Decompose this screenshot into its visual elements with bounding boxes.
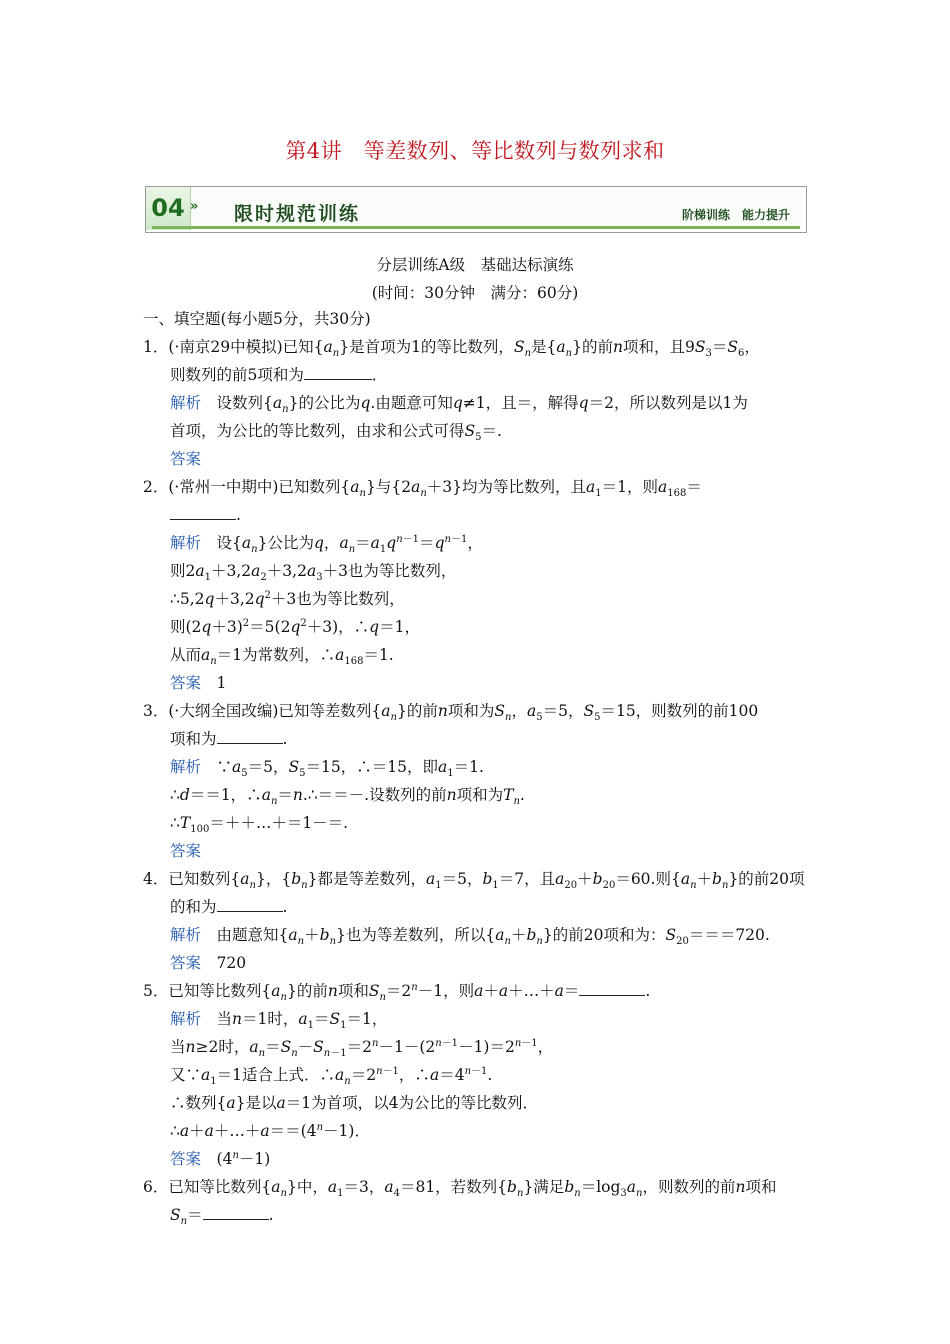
part-heading: 一、填空题(每小题5分，共30分) <box>143 310 371 328</box>
banner-arrows: » <box>190 199 199 214</box>
question-1-line2: 则数列的前5项和为 ． <box>170 366 388 384</box>
q1-analysis-line1: 解析 设数列$\{a_n\}$的公比为q.由题意可知q≠1，且＝，解得q＝2，所以数列是以1为 <box>170 394 748 416</box>
q3-analysis-line3: $\therefore T_{100}=++\dots+=1-=$. <box>170 814 349 836</box>
q5-analysis-line5: $\therefore a+a+\dots+a==(4^n-1)$． <box>170 1121 370 1140</box>
analysis-label: 解析 <box>170 926 202 944</box>
q3-analysis-line2: ∴d＝＝1，$\therefore a_n=n.\therefore==-$.设数列的前n项和为$T_n$. <box>170 786 525 808</box>
analysis-label: 解析 <box>170 394 202 412</box>
section-heading: 分层训练A级 基础达标演练 <box>376 256 574 274</box>
q5-analysis-line2: 当n≥2时，$a_n=S_n-S_{n-1}=2^n-1-(2^{n-1}-1)=2^{n-1}$， <box>170 1037 554 1060</box>
question-3: 3．(·大纲全国改编)已知等差数列$\{a_n\}$的前n项和为$S_n$，$a_5=5$，$S_5=15$，则数列的前100 <box>143 702 759 724</box>
q2-analysis-line2: 则$2a_1+3,2a_2+3,2a_3+3$也为等比数列， <box>170 562 457 584</box>
analysis-label: 解析 <box>170 534 202 552</box>
q3-analysis-line1: 解析 $\because a_5=5$，$S_5=15$，∴＝15，即$a_1=1$. <box>170 758 484 780</box>
q4-answer: 答案 720 <box>170 954 247 972</box>
question-2-line2: . <box>170 505 241 525</box>
page-title: 第4讲 等差数列、等比数列与数列求和 <box>285 139 665 163</box>
answer-blank <box>217 897 283 912</box>
answer-blank <box>203 1205 269 1220</box>
question-3-line2: 项和为 . <box>170 730 288 748</box>
banner-underline <box>152 226 800 229</box>
q3-answer <box>170 841 201 861</box>
analysis-label: 解析 <box>170 1010 202 1028</box>
q5-analysis-line3: 又$\because a_1=1$适合上式．$\therefore a_n=2^{n-1}$，$\therefore a=4^{n-1}$. <box>170 1065 493 1088</box>
question-4: 4．已知数列$\{a_n\}$，$\{b_n\}$都是等差数列，$a_1=5$，$b_1=7$，且$a_{20}+b_{20}=60$.则$\{a_n+b_n\}$的前20项 <box>143 870 805 892</box>
q2-analysis-line1: 解析 设$\{a_n\}$公比为q，$a_n=a_1q^{n-1}=q^{n-1}$， <box>170 533 483 556</box>
answer-label: 答案 <box>170 674 202 692</box>
analysis-label: 解析 <box>170 758 202 776</box>
answer-label: 答案 <box>170 954 202 972</box>
q5-analysis-line1: 解析 当n＝1时，$a_1=S_1=1$， <box>170 1010 388 1032</box>
answer-label: 答案 <box>170 450 202 468</box>
answer-blank <box>579 981 645 996</box>
q4-analysis-line1: 解析 由题意知$\{a_n+b_n\}$也为等差数列，所以$\{a_n+b_n\}$的前20项和为：$S_{20}===720$. <box>170 926 770 948</box>
question-5: 5．已知等比数列$\{a_n\}$的前n项和$S_n=2^n-1$，则a＋a＋…＋a＝ . <box>143 981 651 1004</box>
q5-answer: 答案 $(4^n-1)$ <box>170 1149 271 1168</box>
answer-label: 答案 <box>170 1150 202 1168</box>
q5-analysis-line4: ∴数列{a}是以a＝1为首项，以4为公比的等比数列． <box>170 1094 538 1112</box>
banner-title: 限时规范训练 <box>234 203 361 225</box>
answer-blank <box>217 729 283 744</box>
banner-number: 04 <box>146 187 191 230</box>
q1-analysis-line2: 首项，为公比的等比数列，由求和公式可得$S_5=$. <box>170 422 502 444</box>
question-1: 1．(·南京29中模拟)已知$\{a_n\}$是首项为1的等比数列，$S_n$是$\{a_n\}$的前n项和，且$9S_3=S_6$， <box>143 338 760 360</box>
q2-analysis-line4: 则$(2q+3)^2=5(2q^2+3)$，∴q＝1， <box>170 617 420 636</box>
section-time: (时间：30分钟 满分：60分) <box>371 284 579 302</box>
q2-analysis-line5: 从而$a_n=1$为常数列，$\therefore a_{168}=1$. <box>170 646 394 668</box>
banner-subtitle: 阶梯训练 能力提升 <box>681 208 790 222</box>
answer-blank <box>304 365 372 380</box>
question-6: 6．已知等比数列$\{a_n\}$中，$a_1=3$，$a_4=81$，若数列$\{b_n\}$满足$b_n=\log_3a_n$，则数列的前n项和 <box>143 1178 777 1200</box>
q2-analysis-line3: $\therefore 5,2q+3,2q^2+3$也为等比数列， <box>170 589 405 608</box>
q2-answer: 答案 1 <box>170 674 227 692</box>
q1-answer <box>170 449 201 469</box>
question-4-line2: 的和为 . <box>170 898 288 916</box>
section-banner <box>145 186 807 233</box>
question-2: 2．(·常州一中期中)已知数列$\{a_n\}$与$\{2a_n+3\}$均为等比数列，且$a_1=1$，则$a_{168}=$ <box>143 478 702 500</box>
answer-label: 答案 <box>170 842 202 860</box>
question-6-line2: $S_n=$ . <box>170 1206 274 1228</box>
answer-blank <box>170 505 236 520</box>
